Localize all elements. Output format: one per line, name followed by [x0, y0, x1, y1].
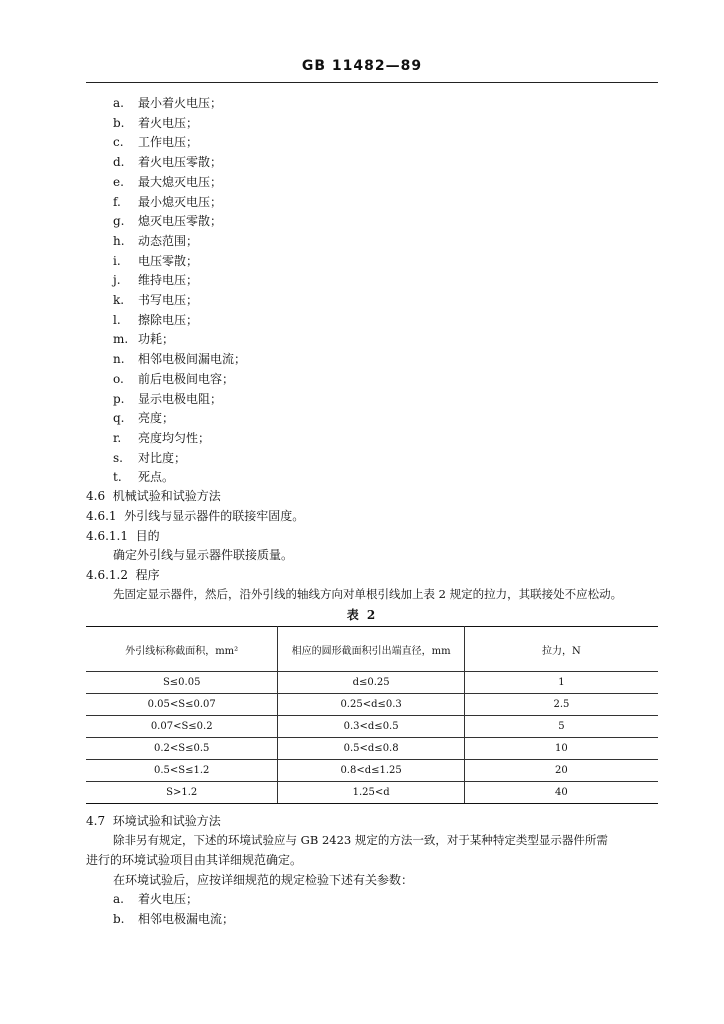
section-4-6-heading: 4.6 机械试验和试验方法 [86, 489, 221, 503]
table-cell: 1.25<d [278, 782, 464, 804]
table-cell: 40 [464, 782, 658, 804]
table-cell: 0.8<d≤1.25 [278, 760, 464, 782]
table-row [86, 694, 658, 716]
document-page: GB 11482—89 a. 最小着火电压； b. 着火电压； c. 工作电压； d. 着火电压零散； e. 最大熄灭电压； f. 最小熄灭电压； g. 熄灭电压零散； h. 动态范围； i. 电压零散； j. 维持电压； k. 书写电压； l. 擦除电压； m. 功耗； n. 相邻电极间漏电流； o. 前后电极间电容； p. 显示电极电阻； q. 亮度； r. 亮度均匀性； s. 对比度； t. 死点。 4.6 机械试验和试验方法 4.6.1 外引线与显示器件的联接牢固度。 4.6.1.1 目的 确定外引线与显示器件联接质量。 4.6.1.2 程序 先固定显示器件，然后，沿外引线的轴线方向对单根引线加上表 2 规定的拉力，其联接处不应松动。 表 2 外引线标称截面积，mm² 相应的圆形截面积引出端直径，mm 拉力，N S≤0.05 d≤0.25 1 0.05<S≤0.07 0.25<d≤0.3 2.5 0.07<S≤0.2 0.3<d≤0.5 5 0.2<S≤0.5 0.5<d≤0.8 10 0.5<S≤1.2 0.8<d≤1.25 20 S>1.2 1.25<d 40 4.7 环境试验和试验方法 除非另有规定，下述的环境试验应与 GB 2423 规定的方法一致，对于某种特定类型显示器件所需 进行的环境试验项目由其详细规范确定。 在环境试验后，应按详细规范的规定检验下述有关参数： a. 着火电压； b. 相邻电极漏电流； [0, 0, 724, 1024]
table-cell: 0.3<d≤0.5 [278, 716, 464, 738]
table-cell: 0.5<d≤0.8 [278, 738, 464, 760]
table-cell: 20 [464, 760, 658, 782]
procedure-paragraph: 先固定显示器件，然后，沿外引线的轴线方向对单根引线加上表 2 规定的拉力，其联接处不应松动。 [113, 587, 623, 601]
table-cell: d≤0.25 [278, 672, 464, 694]
pull-force-table [86, 626, 658, 804]
table-header-row [86, 627, 658, 672]
table-row [86, 672, 658, 694]
table-cell: 10 [464, 738, 658, 760]
table-cell: S≤0.05 [86, 672, 278, 694]
table-cell: 0.25<d≤0.3 [278, 694, 464, 716]
table-row [86, 716, 658, 738]
table-row [86, 782, 658, 804]
table-cell: 0.2<S≤0.5 [86, 738, 278, 760]
table-cell: 2.5 [464, 694, 658, 716]
page-header: GB 11482—89 [301, 58, 423, 74]
table-header-cell: 相应的圆形截面积引出端直径，mm [278, 627, 464, 672]
table-cell: 0.5<S≤1.2 [86, 760, 278, 782]
section-4-6-1-1-heading: 4.6.1.1 目的 [86, 529, 160, 543]
section-4-6-1-heading: 4.6.1 外引线与显示器件的联接牢固度。 [86, 509, 305, 523]
table-cell: 0.05<S≤0.07 [86, 694, 278, 716]
table-row [86, 738, 658, 760]
section-4-6-1-2-heading: 4.6.1.2 程序 [86, 568, 160, 582]
table-header-cell: 外引线标称截面积，mm² [86, 627, 278, 672]
table-cell: 0.07<S≤0.2 [86, 716, 278, 738]
table-caption: 表 2 [346, 608, 378, 622]
purpose-paragraph: 确定外引线与显示器件联接质量。 [113, 548, 294, 562]
header-rule [86, 82, 658, 83]
table-row [86, 760, 658, 782]
table-cell: S>1.2 [86, 782, 278, 804]
table-cell: 5 [464, 716, 658, 738]
section-4-7-heading: 4.7 环境试验和试验方法 [86, 814, 221, 828]
environment-paragraph-line: 除非另有规定，下述的环境试验应与 GB 2423 规定的方法一致，对于某种特定类型显示器件所需 [113, 833, 608, 847]
environment-paragraph-line: 在环境试验后，应按详细规范的规定检验下述有关参数： [113, 873, 414, 887]
table-cell: 1 [464, 672, 658, 694]
table-header-cell: 拉力，N [464, 627, 658, 672]
environment-paragraph-line: 进行的环境试验项目由其详细规范确定。 [86, 853, 303, 867]
